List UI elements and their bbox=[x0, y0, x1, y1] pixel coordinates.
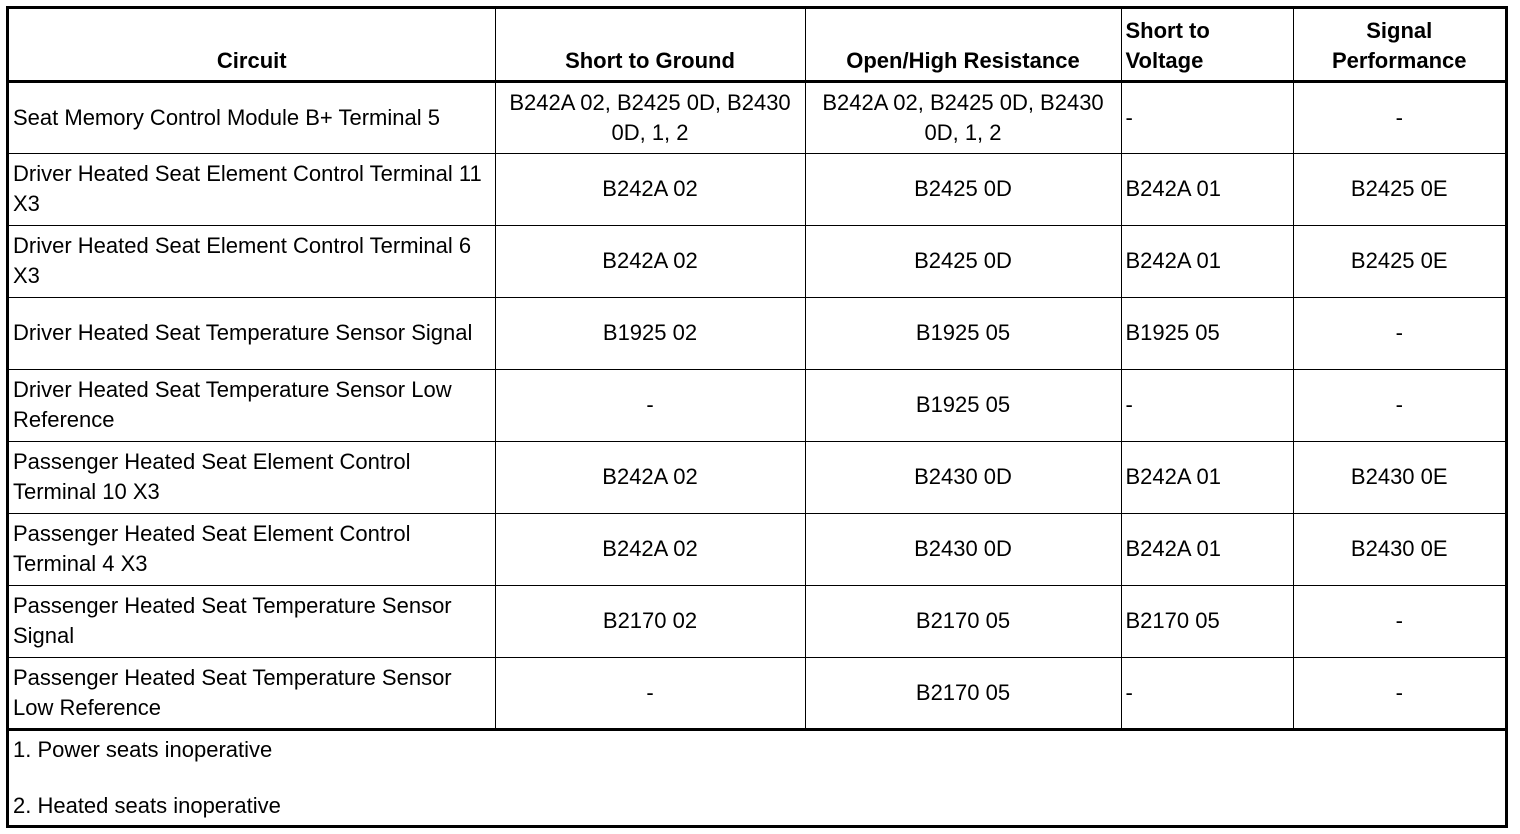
cell-open-high-resistance: B242A 02, B2425 0D, B2430 0D, 1, 2 bbox=[805, 81, 1121, 153]
cell-signal-performance: B2425 0E bbox=[1293, 225, 1505, 297]
table-row bbox=[9, 297, 1505, 369]
cell-short-to-voltage: B2170 05 bbox=[1121, 585, 1293, 657]
cell-circuit: Driver Heated Seat Temperature Sensor Signal bbox=[9, 297, 495, 369]
notes-cell bbox=[9, 729, 1505, 827]
cell-circuit: Driver Heated Seat Temperature Sensor Low Reference bbox=[9, 369, 495, 441]
cell-short-to-voltage: B242A 01 bbox=[1121, 225, 1293, 297]
cell-circuit: Passenger Heated Seat Temperature Sensor Low Reference bbox=[9, 657, 495, 729]
cell-short-to-ground: B242A 02 bbox=[495, 225, 805, 297]
cell-short-to-voltage: B242A 01 bbox=[1121, 513, 1293, 585]
cell-signal-performance: - bbox=[1293, 657, 1505, 729]
cell-short-to-ground: - bbox=[495, 657, 805, 729]
cell-short-to-voltage: - bbox=[1121, 369, 1293, 441]
header-circuit: Circuit bbox=[9, 9, 495, 81]
table-row bbox=[9, 585, 1505, 657]
cell-circuit: Driver Heated Seat Element Control Terminal 11 X3 bbox=[9, 153, 495, 225]
cell-open-high-resistance: B2170 05 bbox=[805, 585, 1121, 657]
cell-short-to-ground: B242A 02, B2425 0D, B2430 0D, 1, 2 bbox=[495, 81, 805, 153]
cell-circuit: Passenger Heated Seat Temperature Sensor Signal bbox=[9, 585, 495, 657]
cell-short-to-ground: B242A 02 bbox=[495, 153, 805, 225]
cell-short-to-ground: B242A 02 bbox=[495, 441, 805, 513]
table-row bbox=[9, 81, 1505, 153]
table-row bbox=[9, 513, 1505, 585]
table-row bbox=[9, 153, 1505, 225]
header-short-to-ground: Short to Ground bbox=[495, 9, 805, 81]
cell-signal-performance: - bbox=[1293, 585, 1505, 657]
cell-short-to-voltage: B242A 01 bbox=[1121, 441, 1293, 513]
note-item: 2. Heated seats inoperative bbox=[13, 792, 281, 818]
cell-short-to-ground: - bbox=[495, 369, 805, 441]
cell-signal-performance: - bbox=[1293, 369, 1505, 441]
header-open-high-resistance: Open/High Resistance bbox=[805, 9, 1121, 81]
dtc-table-frame bbox=[6, 6, 1508, 828]
cell-short-to-voltage: - bbox=[1121, 657, 1293, 729]
cell-signal-performance: B2425 0E bbox=[1293, 153, 1505, 225]
cell-signal-performance: - bbox=[1293, 81, 1505, 153]
table-row bbox=[9, 441, 1505, 513]
dtc-circuit-table bbox=[9, 9, 1505, 827]
cell-circuit: Driver Heated Seat Element Control Terminal 6 X3 bbox=[9, 225, 495, 297]
note-spacer bbox=[13, 763, 1501, 791]
cell-circuit: Seat Memory Control Module B+ Terminal 5 bbox=[9, 81, 495, 153]
cell-open-high-resistance: B2425 0D bbox=[805, 153, 1121, 225]
cell-circuit: Passenger Heated Seat Element Control Terminal 4 X3 bbox=[9, 513, 495, 585]
cell-signal-performance: - bbox=[1293, 297, 1505, 369]
table-row bbox=[9, 657, 1505, 729]
cell-short-to-ground: B2170 02 bbox=[495, 585, 805, 657]
table-notes-row bbox=[9, 729, 1505, 827]
cell-open-high-resistance: B2430 0D bbox=[805, 513, 1121, 585]
cell-circuit: Passenger Heated Seat Element Control Terminal 10 X3 bbox=[9, 441, 495, 513]
cell-open-high-resistance: B2170 05 bbox=[805, 657, 1121, 729]
cell-short-to-ground: B1925 02 bbox=[495, 297, 805, 369]
cell-signal-performance: B2430 0E bbox=[1293, 513, 1505, 585]
note-item: 1. Power seats inoperative bbox=[13, 736, 273, 762]
cell-open-high-resistance: B1925 05 bbox=[805, 369, 1121, 441]
header-short-to-voltage: Short to Voltage bbox=[1121, 9, 1293, 81]
table-row bbox=[9, 225, 1505, 297]
cell-open-high-resistance: B1925 05 bbox=[805, 297, 1121, 369]
header-signal-performance: Signal Performance bbox=[1293, 9, 1505, 81]
cell-short-to-ground: B242A 02 bbox=[495, 513, 805, 585]
cell-short-to-voltage: B1925 05 bbox=[1121, 297, 1293, 369]
cell-open-high-resistance: B2425 0D bbox=[805, 225, 1121, 297]
table-header-row bbox=[9, 9, 1505, 81]
cell-short-to-voltage: - bbox=[1121, 81, 1293, 153]
cell-open-high-resistance: B2430 0D bbox=[805, 441, 1121, 513]
cell-signal-performance: B2430 0E bbox=[1293, 441, 1505, 513]
cell-short-to-voltage: B242A 01 bbox=[1121, 153, 1293, 225]
table-row bbox=[9, 369, 1505, 441]
